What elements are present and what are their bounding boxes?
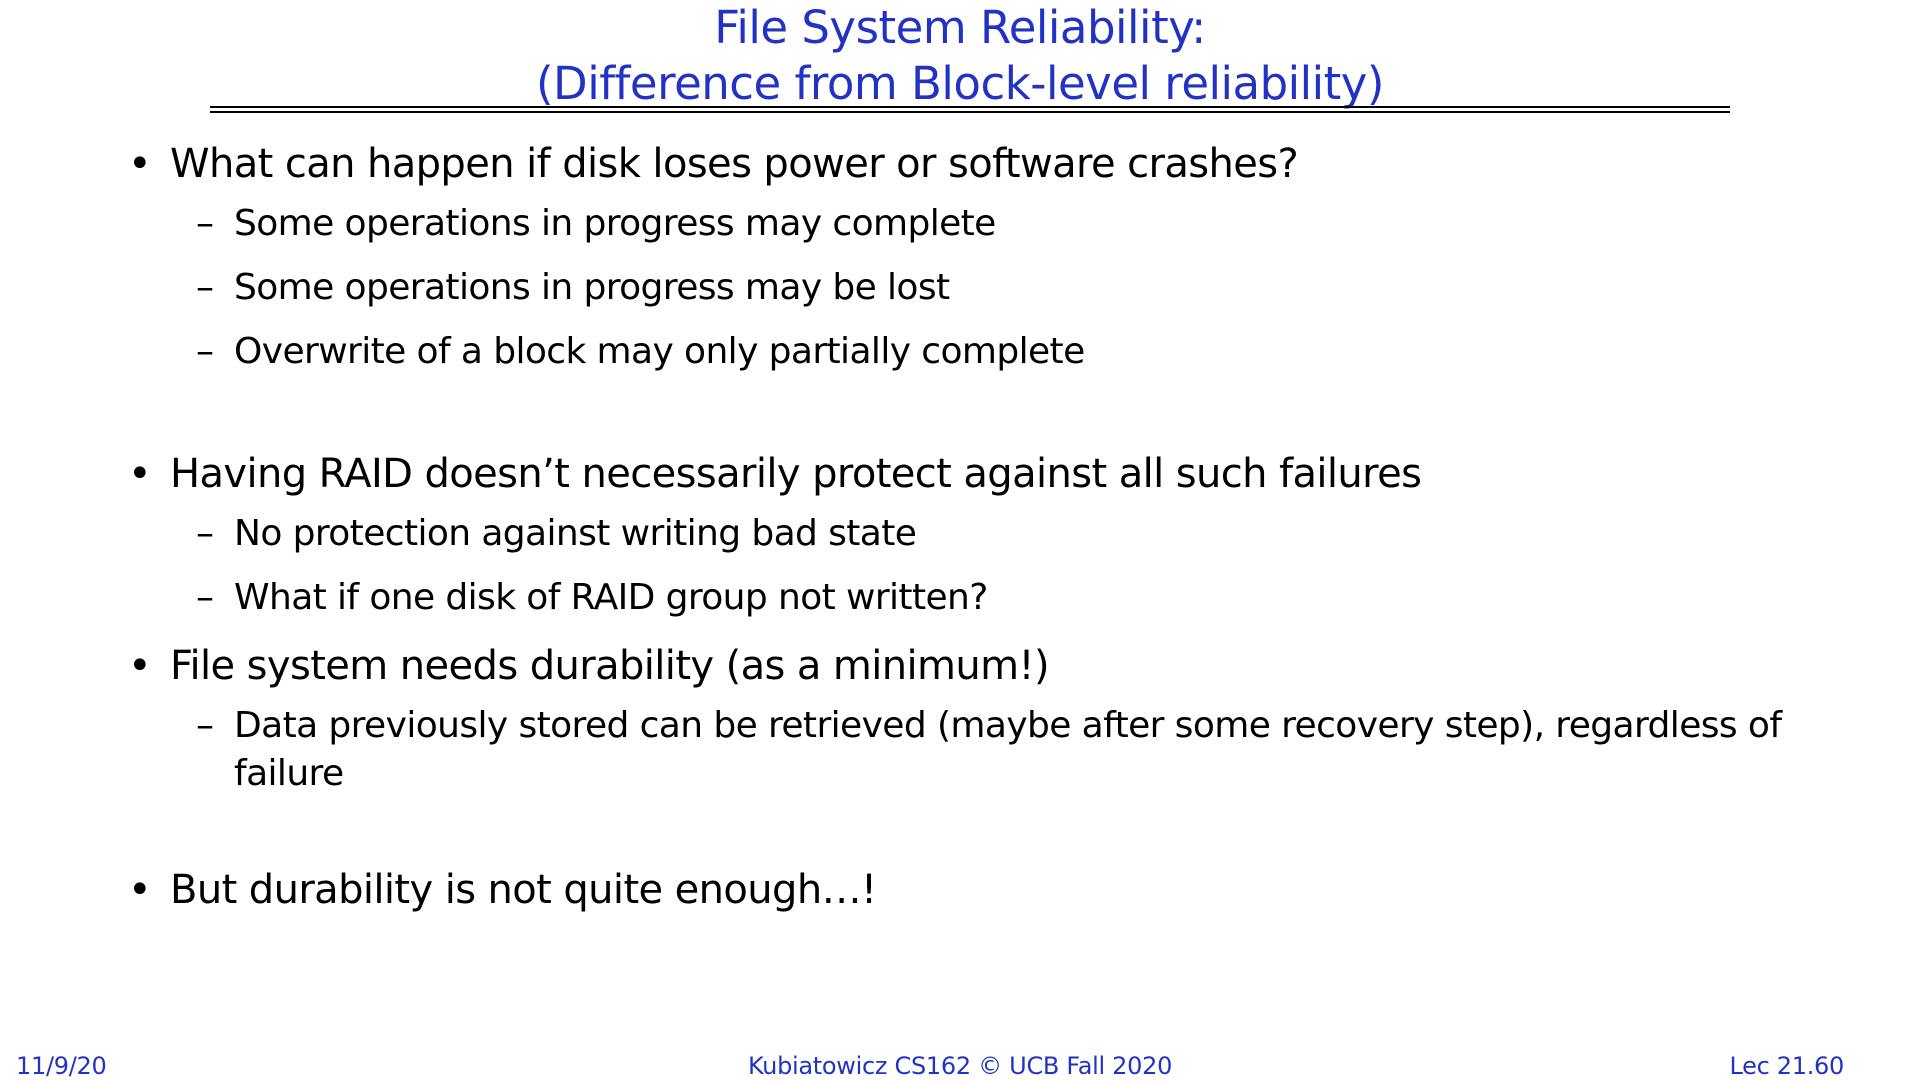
sub-bullet-marker: – xyxy=(196,331,214,372)
sub-bullet-marker: – xyxy=(196,705,214,746)
footer-lecture-number: Lec 21.60 xyxy=(1729,1052,1844,1080)
sub-bullet-marker: – xyxy=(196,203,214,244)
bullet-item xyxy=(128,446,1808,502)
footer-course: Kubiatowicz CS162 © UCB Fall 2020 xyxy=(747,1052,1173,1080)
slide-title-line-2: (Difference from Block-level reliability) xyxy=(536,57,1384,110)
bullet-text: File system needs durability (as a minimum!) xyxy=(170,643,1049,689)
sub-bullet-text: Some operations in progress may be lost xyxy=(234,267,950,308)
sub-bullet-text: Some operations in progress may complete xyxy=(234,203,996,244)
bullet-marker: • xyxy=(128,867,151,913)
bullet-item xyxy=(128,862,1808,918)
sub-bullet-item xyxy=(128,264,1808,312)
sub-bullet-text: Data previously stored can be retrieved (maybe after some recovery step), regardless of failure xyxy=(234,705,1782,794)
bullet-item xyxy=(128,638,1808,694)
sub-bullet-item xyxy=(128,702,1808,798)
sub-bullet-marker: – xyxy=(196,513,214,554)
sub-bullet-text: What if one disk of RAID group not written? xyxy=(234,577,988,618)
sub-bullet-item xyxy=(128,510,1808,558)
bullet-marker: • xyxy=(128,643,151,689)
sub-bullet-marker: – xyxy=(196,577,214,618)
title-underline-divider xyxy=(210,106,1730,113)
slide-body xyxy=(128,136,1808,918)
bullet-marker: • xyxy=(128,141,151,187)
footer-date: 11/9/20 xyxy=(16,1052,107,1080)
sub-bullet-text: No protection against writing bad state xyxy=(234,513,917,554)
sub-bullet-item xyxy=(128,200,1808,248)
sub-bullet-text: Overwrite of a block may only partially complete xyxy=(234,331,1085,372)
sub-bullet-item xyxy=(128,328,1808,376)
bullet-text: But durability is not quite enough…! xyxy=(170,867,877,913)
sub-bullet-marker: – xyxy=(196,267,214,308)
sub-bullet-item xyxy=(128,574,1808,622)
bullet-text: Having RAID doesn’t necessarily protect against all such failures xyxy=(170,451,1422,497)
bullet-item xyxy=(128,136,1808,192)
bullet-text: What can happen if disk loses power or software crashes? xyxy=(170,141,1299,187)
bullet-marker: • xyxy=(128,451,151,497)
slide-title-line-1: File System Reliability: xyxy=(714,1,1206,54)
slide-title xyxy=(0,0,1920,112)
